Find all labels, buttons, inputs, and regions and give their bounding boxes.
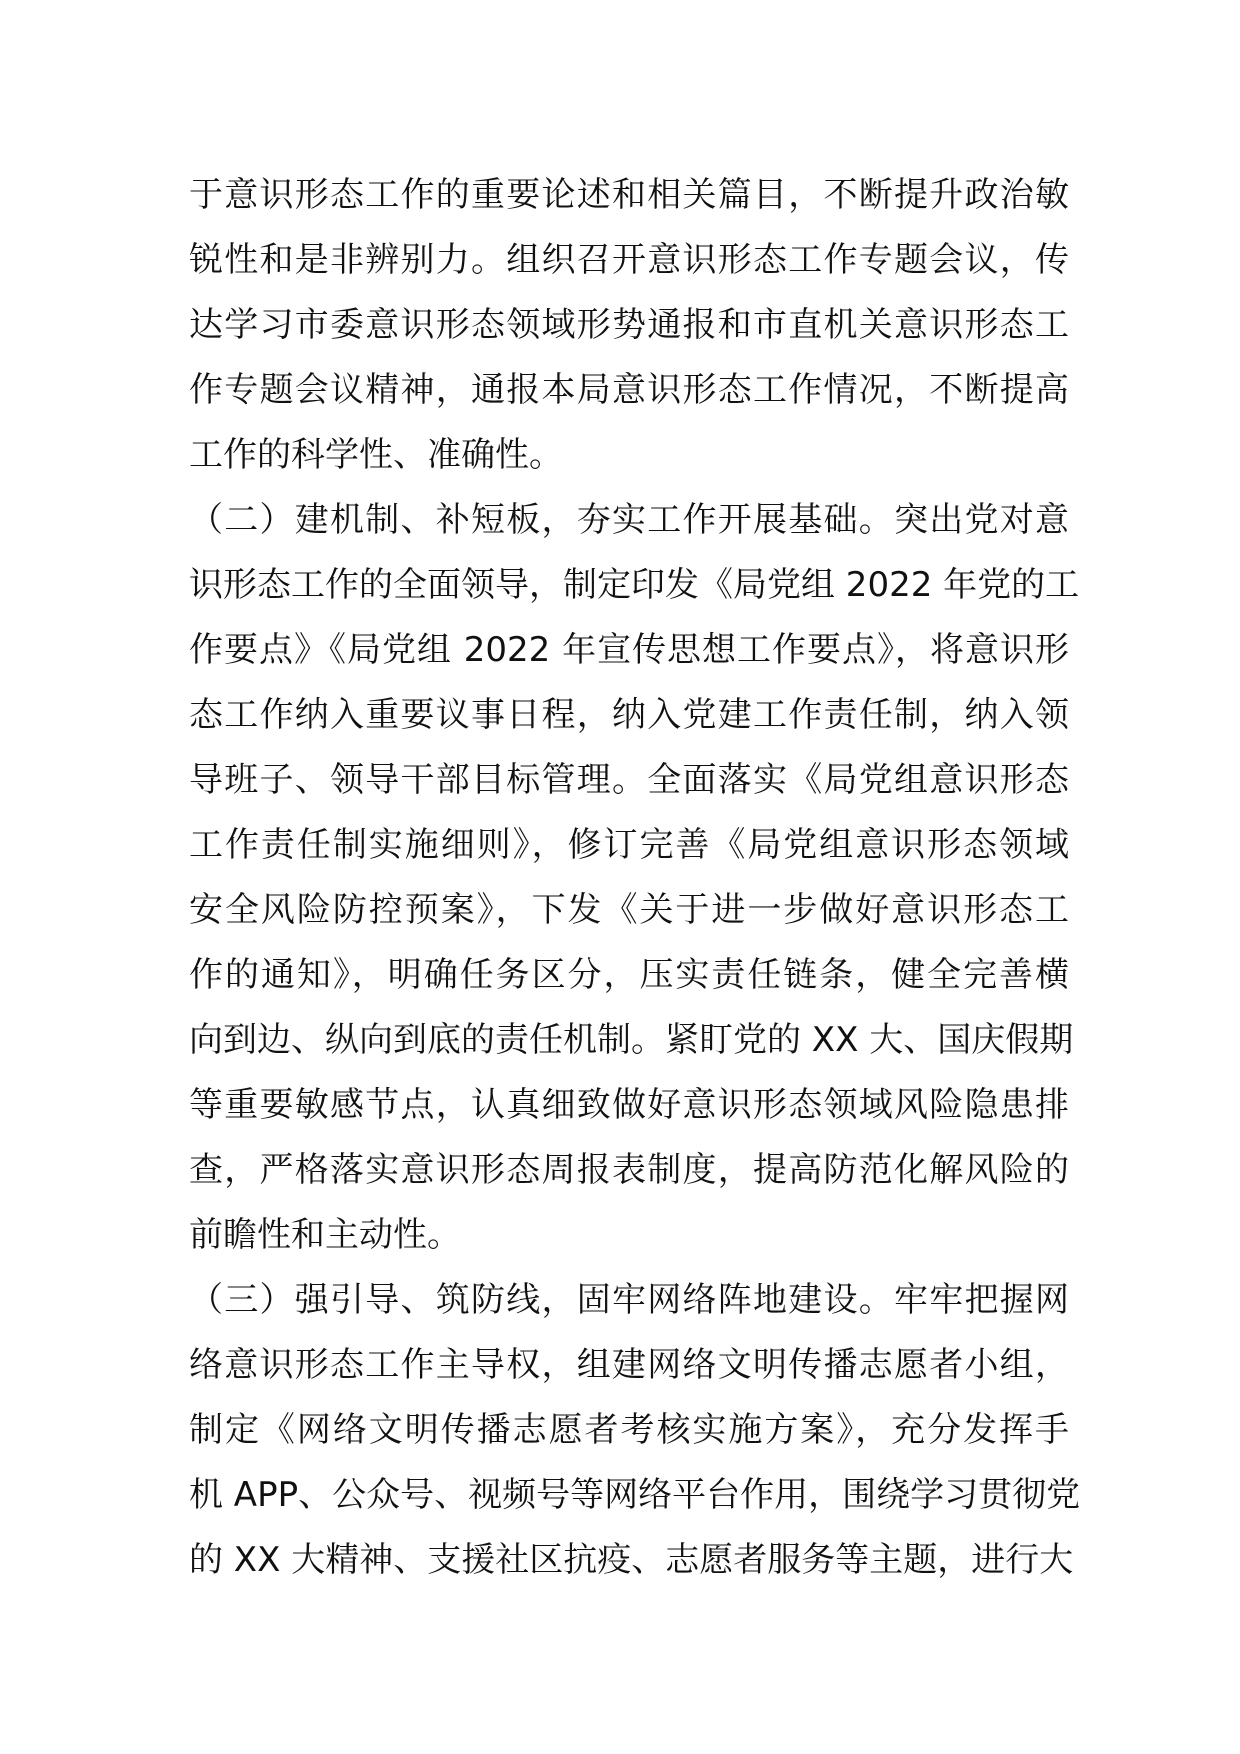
text-line: 作的通知》，明确任务区分，压实责任链条，健全完善横 — [189, 955, 1069, 995]
text-line: 安全风险防控预案》，下发《关于进一步做好意识形态工 — [189, 890, 1069, 930]
text-line: 机 APP、公众号、视频号等网络平台作用，围绕学习贯彻党 — [189, 1475, 1081, 1515]
text-line: 于意识形态工作的重要论述和相关篇目，不断提升政治敏 — [189, 175, 1069, 215]
text-line: 锐性和是非辨别力。组织召开意识形态工作专题会议，传 — [189, 240, 1069, 280]
section-heading-line: （二）建机制、补短板，夯实工作开展基础。突出党对意 — [189, 500, 1069, 540]
text-line: 的 XX 大精神、支援社区抗疫、志愿者服务等主题，进行大 — [189, 1540, 1074, 1580]
text-line: 向到边、纵向到底的责任机制。紧盯党的 XX 大、国庆假期 — [189, 1020, 1074, 1060]
text-line: 前瞻性和主动性。 — [189, 1215, 461, 1255]
text-line: 识形态工作的全面领导，制定印发《局党组 2022 年党的工 — [189, 565, 1080, 605]
text-line: 作要点》《局党组 2022 年宣传思想工作要点》，将意识形 — [189, 630, 1069, 670]
text-line: 达学习市委意识形态领域形势通报和市直机关意识形态工 — [189, 305, 1069, 345]
text-line: 态工作纳入重要议事日程，纳入党建工作责任制，纳入领 — [189, 695, 1069, 735]
text-line: 作专题会议精神，通报本局意识形态工作情况，不断提高 — [189, 370, 1069, 410]
text-line: 工作的科学性、准确性。 — [189, 435, 563, 475]
body-text — [189, 163, 1081, 1593]
section-heading-line: （三）强引导、筑防线，固牢网络阵地建设。牢牢把握网 — [189, 1280, 1069, 1320]
text-line: 工作责任制实施细则》，修订完善《局党组意识形态领域 — [189, 825, 1069, 865]
text-line: 制定《网络文明传播志愿者考核实施方案》，充分发挥手 — [189, 1410, 1069, 1450]
text-line: 络意识形态工作主导权，组建网络文明传播志愿者小组， — [189, 1345, 1069, 1385]
text-line: 导班子、领导干部目标管理。全面落实《局党组意识形态 — [189, 760, 1069, 800]
text-line: 等重要敏感节点，认真细致做好意识形态领域风险隐患排 — [189, 1085, 1069, 1125]
text-line: 查，严格落实意识形态周报表制度，提高防范化解风险的 — [189, 1150, 1069, 1190]
